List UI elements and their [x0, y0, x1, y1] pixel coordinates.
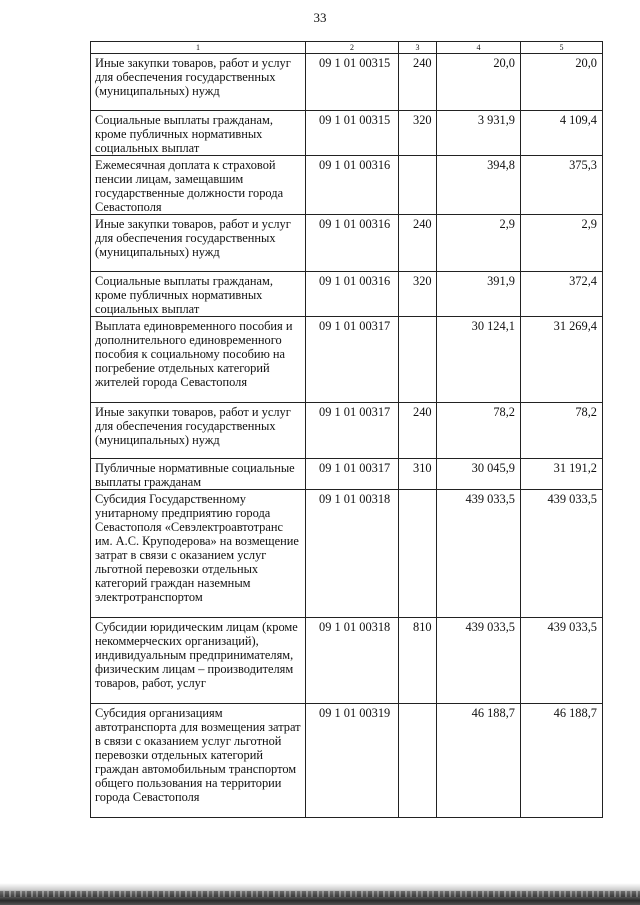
expense-type-cell: 320	[399, 272, 437, 317]
table-row	[91, 215, 603, 272]
amount-year1-cell: 391,9	[437, 272, 521, 317]
amount-year2-cell: 439 033,5	[521, 618, 603, 704]
expense-name-cell: Ежемесячная доплата к страховой пенсии лицам, замещавшим государственные должности города Севастополя	[91, 156, 306, 215]
header-row	[91, 42, 603, 54]
amount-year2-cell: 2,9	[521, 215, 603, 272]
table-row	[91, 317, 603, 403]
table-row	[91, 272, 603, 317]
expense-type-cell	[399, 704, 437, 818]
column-header: 5	[521, 42, 603, 54]
amount-year1-cell: 3 931,9	[437, 111, 521, 156]
target-code-cell: 09 1 01 00316	[306, 272, 399, 317]
amount-year2-cell: 372,4	[521, 272, 603, 317]
expense-type-cell	[399, 317, 437, 403]
amount-year1-cell: 2,9	[437, 215, 521, 272]
page-number: 33	[313, 10, 327, 25]
amount-year1-cell: 30 124,1	[437, 317, 521, 403]
table-body	[91, 54, 603, 818]
column-header: 4	[437, 42, 521, 54]
amount-year1-cell: 439 033,5	[437, 490, 521, 618]
expense-name-cell: Иные закупки товаров, работ и услуг для обеспечения государственных (муниципальных) нужд	[91, 215, 306, 272]
amount-year2-cell: 4 109,4	[521, 111, 603, 156]
column-header: 1	[91, 42, 306, 54]
amount-year2-cell: 31 269,4	[521, 317, 603, 403]
table-header	[91, 42, 603, 54]
target-code-cell: 09 1 01 00318	[306, 490, 399, 618]
table-row	[91, 704, 603, 818]
expense-name-cell: Субсидия организациям автотранспорта для возмещения затрат в связи с оказанием услуг льготной перевозки отдельных категорий граждан автомобильным транспортом общего пользования на территории города Севастополя	[91, 704, 306, 818]
expense-type-cell	[399, 156, 437, 215]
target-code-cell: 09 1 01 00318	[306, 618, 399, 704]
expense-type-cell: 320	[399, 111, 437, 156]
amount-year1-cell: 78,2	[437, 403, 521, 459]
target-code-cell: 09 1 01 00316	[306, 215, 399, 272]
expense-name-cell: Социальные выплаты гражданам, кроме публичных нормативных социальных выплат	[91, 111, 306, 156]
amount-year2-cell: 78,2	[521, 403, 603, 459]
expense-type-cell: 240	[399, 215, 437, 272]
target-code-cell: 09 1 01 00316	[306, 156, 399, 215]
expense-type-cell: 240	[399, 54, 437, 111]
expense-name-cell: Иные закупки товаров, работ и услуг для обеспечения государственных (муниципальных) нужд	[91, 54, 306, 111]
expense-type-cell	[399, 490, 437, 618]
expense-name-cell: Иные закупки товаров, работ и услуг для обеспечения государственных (муниципальных) нужд	[91, 403, 306, 459]
amount-year1-cell: 20,0	[437, 54, 521, 111]
scan-noise-artifact	[0, 891, 640, 897]
expense-name-cell: Публичные нормативные социальные выплаты гражданам	[91, 459, 306, 490]
table-row	[91, 54, 603, 111]
target-code-cell: 09 1 01 00319	[306, 704, 399, 818]
amount-year2-cell: 20,0	[521, 54, 603, 111]
expense-type-cell: 240	[399, 403, 437, 459]
target-code-cell: 09 1 01 00315	[306, 54, 399, 111]
table-row	[91, 403, 603, 459]
amount-year2-cell: 375,3	[521, 156, 603, 215]
expense-type-cell: 810	[399, 618, 437, 704]
amount-year1-cell: 30 045,9	[437, 459, 521, 490]
table-row	[91, 459, 603, 490]
budget-table	[90, 41, 603, 818]
column-header: 3	[399, 42, 437, 54]
amount-year2-cell: 46 188,7	[521, 704, 603, 818]
amount-year2-cell: 439 033,5	[521, 490, 603, 618]
expense-name-cell: Выплата единовременного пособия и дополнительного единовременного пособия к социальному пособию на погребение отдельных категорий жителей города Севастополя	[91, 317, 306, 403]
target-code-cell: 09 1 01 00315	[306, 111, 399, 156]
expense-type-cell: 310	[399, 459, 437, 490]
expense-name-cell: Субсидии юридическим лицам (кроме некоммерческих организаций), индивидуальным предпринимателям, физическим лицам – производителям товаров, работ, услуг	[91, 618, 306, 704]
amount-year1-cell: 46 188,7	[437, 704, 521, 818]
amount-year1-cell: 394,8	[437, 156, 521, 215]
table-row	[91, 111, 603, 156]
expense-name-cell: Субсидия Государственному унитарному предприятию города Севастополя «Севэлектроавтотранс им. А.С. Круподерова» на возмещение затрат в связи с оказанием услуг льготной перевозки отдельных категорий граждан наземным электротранспортом	[91, 490, 306, 618]
amount-year2-cell: 31 191,2	[521, 459, 603, 490]
table-row	[91, 490, 603, 618]
expense-name-cell: Социальные выплаты гражданам, кроме публичных нормативных социальных выплат	[91, 272, 306, 317]
target-code-cell: 09 1 01 00317	[306, 459, 399, 490]
table-row	[91, 156, 603, 215]
table-row	[91, 618, 603, 704]
target-code-cell: 09 1 01 00317	[306, 317, 399, 403]
target-code-cell: 09 1 01 00317	[306, 403, 399, 459]
column-header: 2	[306, 42, 399, 54]
amount-year1-cell: 439 033,5	[437, 618, 521, 704]
